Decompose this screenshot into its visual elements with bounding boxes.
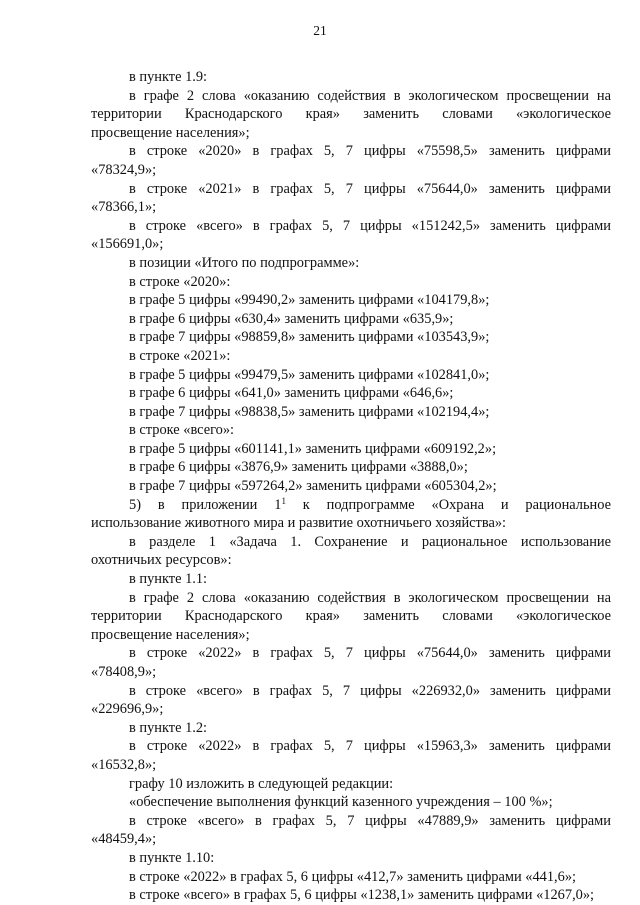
superscript: 1 bbox=[281, 495, 286, 506]
paragraph-line: «48459,4»; bbox=[91, 831, 157, 848]
paragraph-line: в пункте 1.1: bbox=[129, 571, 208, 588]
page-number: 21 bbox=[313, 23, 327, 38]
paragraph-line: в строке «2022» в графах 5, 7 цифры «15963,3» заменить цифрами bbox=[129, 738, 611, 755]
paragraph-line: в пункте 1.9: bbox=[129, 69, 208, 85]
paragraph-line: в строке «2022» в графах 5, 7 цифры «75644,0» заменить цифрами bbox=[129, 645, 611, 662]
paragraph-line: просвещение населения»; bbox=[91, 626, 250, 643]
paragraph-line: в строке «всего» в графах 5, 7 цифры «226932,0» заменить цифрами bbox=[129, 682, 611, 699]
paragraph-line: в графе 2 слова «оказанию содействия в экологическом просвещении на bbox=[129, 589, 611, 606]
text-before-superscript: 5) в приложении 1 bbox=[129, 496, 282, 513]
paragraph-line: в пункте 1.2: bbox=[129, 719, 208, 736]
paragraph-line: территории Краснодарского края» заменить словами «экологическое bbox=[91, 106, 611, 123]
paragraph-line: в строке «2020»: bbox=[129, 273, 231, 290]
document-body bbox=[91, 68, 611, 905]
text-after-superscript: к подпрограмме «Охрана и рациональное bbox=[285, 496, 611, 513]
paragraph-line: в строке «2022» в графах 5, 6 цифры «412,7» заменить цифрами «441,6»; bbox=[129, 868, 577, 885]
paragraph-line: в графе 7 цифры «597264,2» заменить цифрами «605304,2»; bbox=[129, 478, 497, 495]
paragraph-line-with-superscript bbox=[91, 496, 611, 515]
paragraph-line: в строке «2021»: bbox=[129, 347, 231, 364]
paragraph-line: «229696,9»; bbox=[91, 701, 164, 718]
paragraph-line: в графе 5 цифры «601141,1» заменить цифрами «609192,2»; bbox=[129, 440, 497, 457]
paragraph-line: в графе 5 цифры «99479,5» заменить цифрами «102841,0»; bbox=[129, 366, 490, 383]
paragraph-line: использование животного мира и развитие охотничьего хозяйства»: bbox=[91, 515, 507, 532]
paragraph-line: графу 10 изложить в следующей редакции: bbox=[129, 775, 394, 792]
paragraph-line: территории Краснодарского края» заменить словами «экологическое bbox=[91, 608, 611, 625]
paragraph-line: в строке «2021» в графах 5, 7 цифры «75644,0» заменить цифрами bbox=[129, 180, 611, 197]
paragraph-line: в строке «всего» в графах 5, 7 цифры «47889,9» заменить цифрами bbox=[129, 812, 611, 829]
paragraph-line: в графе 7 цифры «98838,5» заменить цифрами «102194,4»; bbox=[129, 403, 490, 420]
paragraph-line: «78408,9»; bbox=[91, 664, 157, 680]
paragraph-line: «16532,8»; bbox=[91, 756, 157, 773]
paragraph-line: в строке «2020» в графах 5, 7 цифры «75598,5» заменить цифрами bbox=[129, 143, 611, 160]
paragraph-line: в строке «всего» в графах 5, 7 цифры «151242,5» заменить цифрами bbox=[129, 217, 611, 234]
paragraph-line: в пункте 1.10: bbox=[129, 849, 215, 866]
paragraph-line: «156691,0»; bbox=[91, 236, 164, 253]
paragraph-line: в графе 6 цифры «641,0» заменить цифрами «646,6»; bbox=[129, 385, 454, 402]
paragraph-line: просвещение населения»; bbox=[91, 124, 250, 141]
paragraph-line: охотничьих ресурсов»: bbox=[91, 552, 232, 569]
paragraph-line: в графе 6 цифры «3876,9» заменить цифрами «3888,0»; bbox=[129, 459, 468, 476]
paragraph-line: в графе 2 слова «оказанию содействия в экологическом просвещении на bbox=[129, 87, 611, 104]
paragraph-line: в позиции «Итого по подпрограмме»: bbox=[129, 254, 360, 271]
paragraph-line: «78324,9»; bbox=[91, 161, 157, 178]
paragraph-line: в строке «всего» в графах 5, 6 цифры «1238,1» заменить цифрами «1267,0»; bbox=[129, 887, 595, 904]
paragraph-line: «78366,1»; bbox=[91, 199, 157, 216]
paragraph-line: в строке «всего»: bbox=[129, 422, 235, 439]
paragraph-line: «обеспечение выполнения функций казенного учреждения – 100 %»; bbox=[129, 794, 553, 811]
paragraph-line: в разделе 1 «Задача 1. Сохранение и рациональное использование bbox=[129, 533, 611, 550]
paragraph-line: в графе 6 цифры «630,4» заменить цифрами «635,9»; bbox=[129, 310, 454, 327]
paragraph-line: в графе 7 цифры «98859,8» заменить цифрами «103543,9»; bbox=[129, 329, 490, 346]
paragraph-line: в графе 5 цифры «99490,2» заменить цифрами «104179,8»; bbox=[129, 292, 490, 309]
